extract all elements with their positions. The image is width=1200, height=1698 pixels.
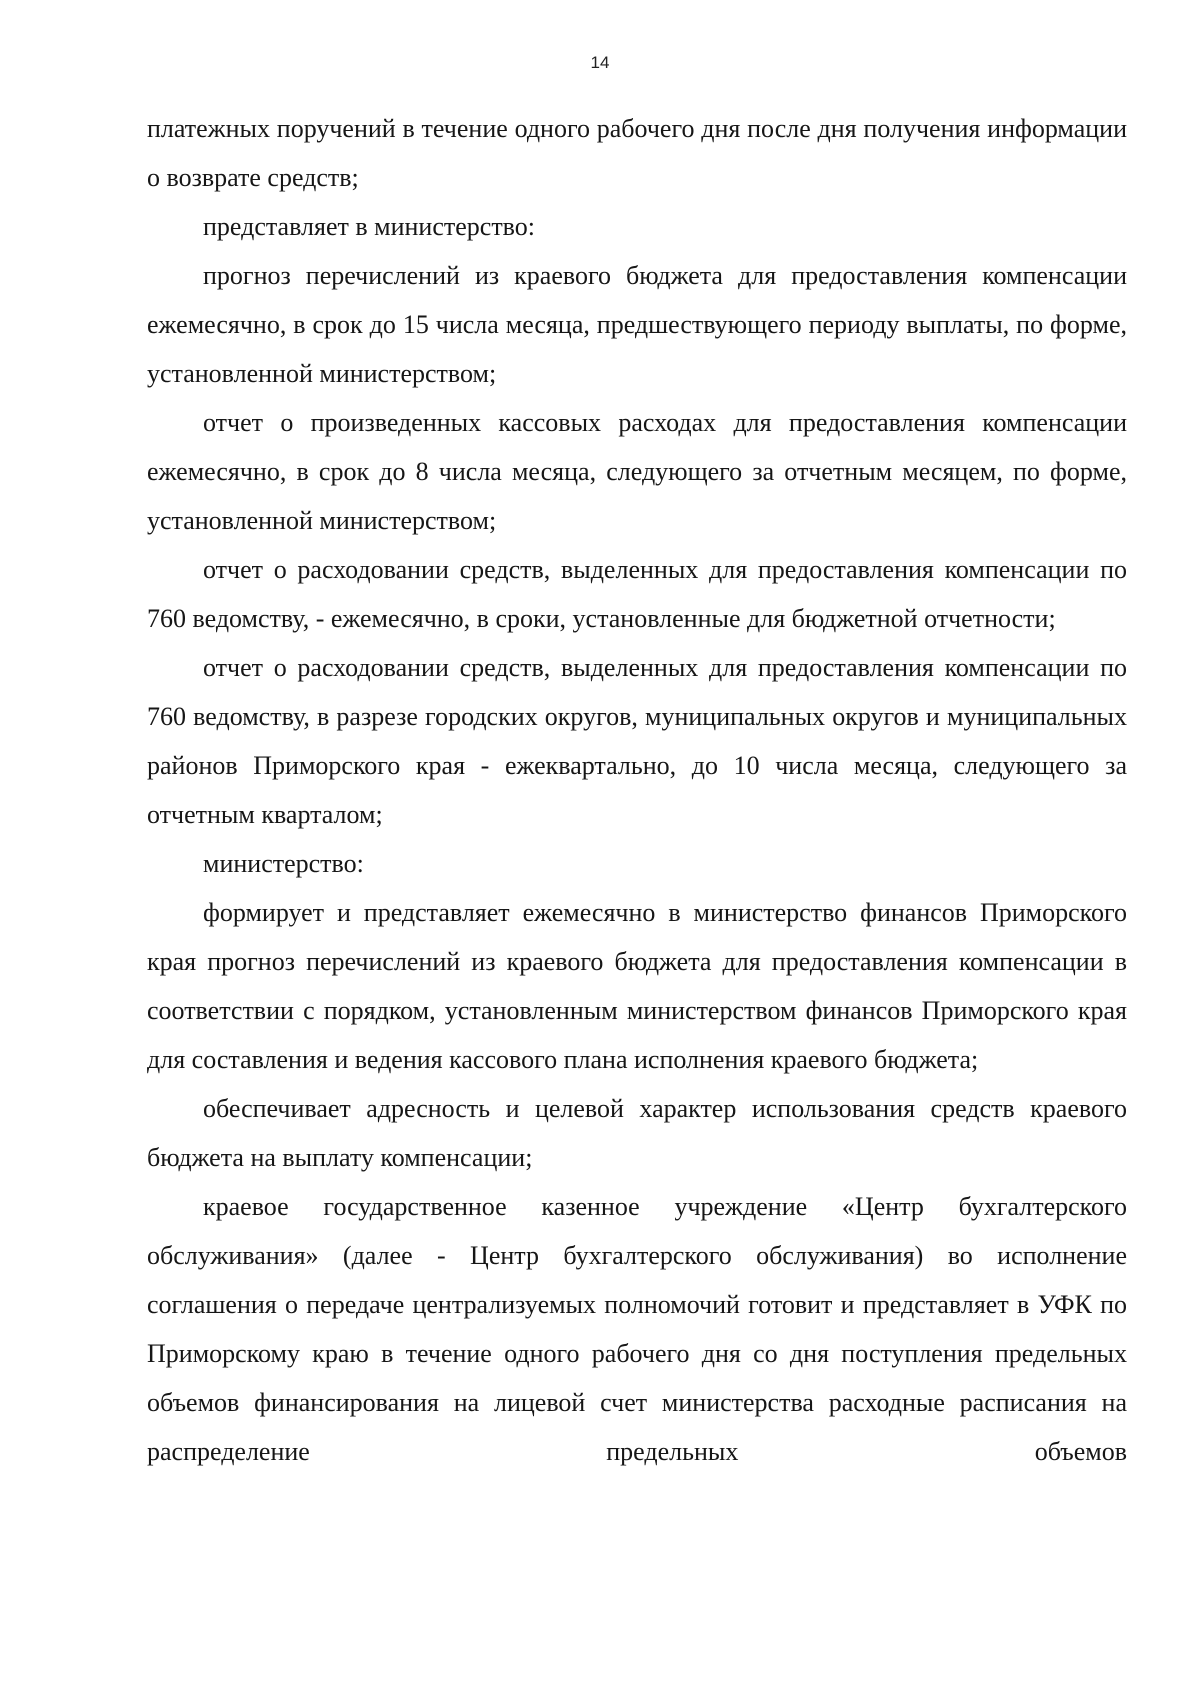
paragraph-forms-forecast: формирует и представляет ежемесячно в министерство финансов Приморского края прогноз перечислений из краевого бюджета для предоставления компенсации в соответствии с порядком, установленным министерством финансов Приморского края для составления и ведения кассового плана исполнения краевого бюджета;: [147, 898, 1127, 1074]
paragraph-cash-expenses-report: отчет о произведенных кассовых расходах для предоставления компенсации ежемесячно, в срок до 8 числа месяца, следующего за отчетным месяцем, по форме, установленной министерством;: [147, 408, 1127, 535]
paragraph-submits-to-ministry: представляет в министерство:: [203, 212, 536, 241]
paragraph-ministry: министерство:: [203, 849, 364, 878]
paragraph-continuation: платежных поручений в течение одного рабочего дня после дня получения информации о возврате средств;: [147, 114, 1127, 192]
paragraph-transfer-forecast: прогноз перечислений из краевого бюджета для предоставления компенсации ежемесячно, в срок до 15 числа месяца, предшествующего периоду выплаты, по форме, установленной министерством;: [147, 261, 1127, 388]
paragraph-spending-report-monthly: отчет о расходовании средств, выделенных для предоставления компенсации по 760 ведомству, - ежемесячно, в сроки, установленные для бюджетной отчетности;: [147, 555, 1127, 633]
document-body: [147, 104, 1127, 1476]
paragraph-spending-report-quarterly: отчет о расходовании средств, выделенных для предоставления компенсации по 760 ведомству, в разрезе городских округов, муниципальных округов и муниципальных районов Приморского края - ежеквартально, до 10 числа месяца, следующего за отчетным кварталом;: [147, 653, 1127, 829]
paragraph-accounting-center: краевое государственное казенное учреждение «Центр бухгалтерского обслуживания» (далее - Центр бухгалтерского обслуживания) во исполнение соглашения о передаче централизуемых полномочий готовит и представляет в УФК по Приморскому краю в течение одного рабочего дня со дня поступления предельных объемов финансирования на лицевой счет министерства расходные расписания на распределение предельных объемов: [147, 1192, 1127, 1466]
paragraph-ensures-targeting: обеспечивает адресность и целевой характер использования средств краевого бюджета на выплату компенсации;: [147, 1094, 1127, 1172]
page-number: 14: [590, 53, 610, 72]
